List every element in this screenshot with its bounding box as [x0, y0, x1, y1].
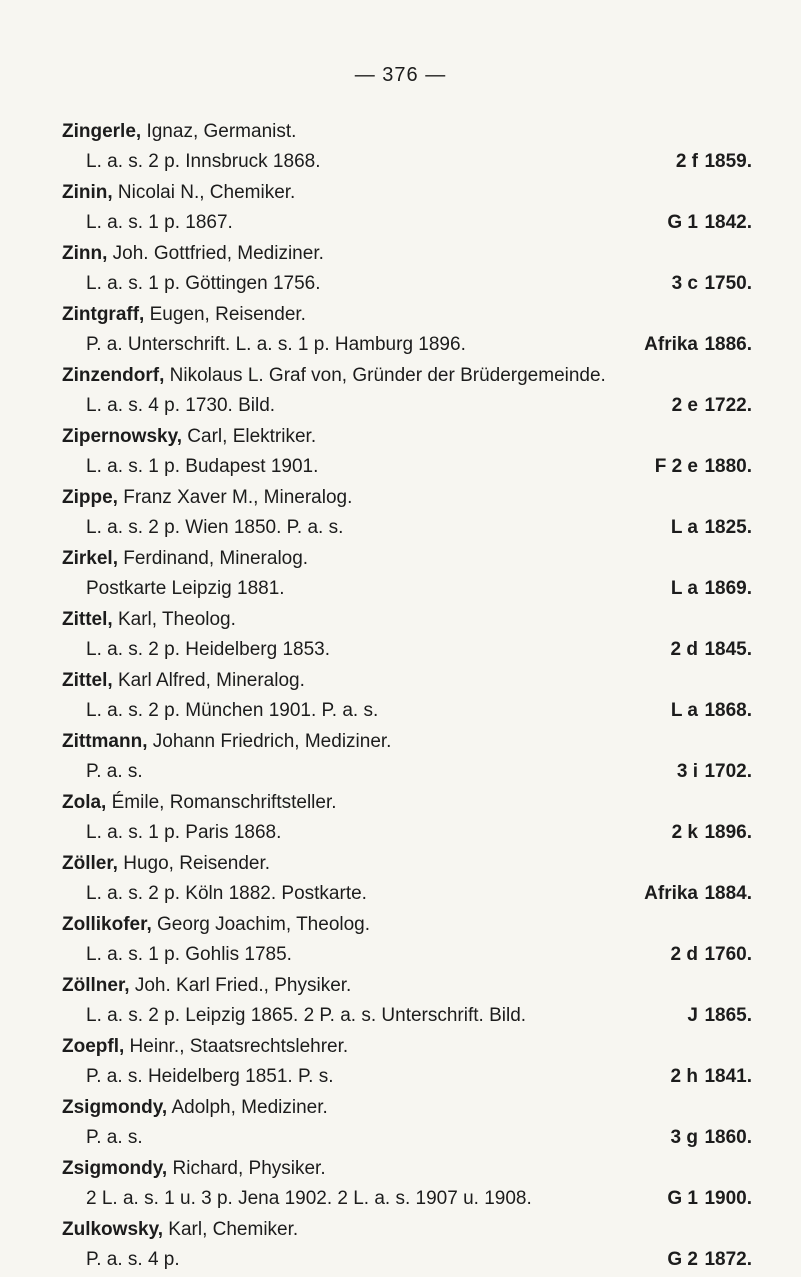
entry-detail: L. a. s. 2 p. Innsbruck 1868.	[86, 151, 321, 172]
entry-description: Karl, Chemiker.	[163, 1219, 299, 1240]
entry-signature: 2 h	[670, 1066, 698, 1087]
entry-description: Joh. Gottfried, Mediziner.	[107, 243, 324, 264]
entry-signature: 2 d	[670, 944, 698, 965]
entry-detail: Postkarte Leipzig 1881.	[86, 578, 285, 599]
entry	[62, 1033, 752, 1094]
entry	[62, 728, 752, 789]
entry-detail-line	[62, 1121, 752, 1155]
entry-year: 1896.	[704, 822, 752, 843]
entry-detail: P. a. s.	[86, 1127, 143, 1148]
entry-year: 1760.	[704, 944, 752, 965]
entry-description: Ferdinand, Mineralog.	[117, 548, 309, 569]
entry-signature: L a	[670, 700, 698, 721]
entry	[62, 606, 752, 667]
entry-detail: L. a. s. 2 p. Heidelberg 1853.	[86, 639, 330, 660]
entry-year: 1825.	[704, 517, 752, 538]
entry-description: Hugo, Reisender.	[117, 853, 271, 874]
entry-description: Carl, Elektriker.	[182, 426, 317, 447]
entry-year: 1841.	[704, 1066, 752, 1087]
entry-detail: P. a. s.	[86, 761, 143, 782]
entry-detail-line	[62, 145, 752, 179]
entry-name: Zittmann,	[62, 731, 148, 752]
entry-detail-line	[62, 511, 752, 545]
entry-detail: L. a. s. 1 p. Budapest 1901.	[86, 456, 319, 477]
entry-detail: L. a. s. 4 p. 1730. Bild.	[86, 395, 276, 416]
entry-year: 1900.	[704, 1188, 752, 1209]
entry-detail-line	[62, 755, 752, 789]
entry-signature: L a	[670, 578, 698, 599]
entry-description: Émile, Romanschriftsteller.	[106, 792, 337, 813]
entry	[62, 1094, 752, 1155]
entry-description: Nicolai N., Chemiker.	[112, 182, 296, 203]
entry-detail: L. a. s. 2 p. München 1901. P. a. s.	[86, 700, 379, 721]
entry	[62, 850, 752, 911]
entry-year: 1750.	[704, 273, 752, 294]
entry-heading	[62, 1155, 752, 1182]
entry-detail-line	[62, 450, 752, 484]
entry-heading	[62, 606, 752, 633]
entry-name: Zinzendorf,	[62, 365, 165, 386]
entry-signature: G 2	[667, 1249, 698, 1270]
entry-signature: 2 k	[671, 822, 698, 843]
entry-name: Zsigmondy,	[62, 1097, 168, 1118]
entry-detail-line	[62, 633, 752, 667]
entry-year: 1702.	[704, 761, 752, 782]
entry-signature: J	[687, 1005, 698, 1026]
entry-description: Adolph, Mediziner.	[167, 1097, 328, 1118]
entry-signature: F 2 e	[654, 456, 698, 477]
entry-description: Nikolaus L. Graf von, Gründer der Brüdergemeinde.	[164, 365, 606, 386]
entry	[62, 423, 752, 484]
entry-detail-line	[62, 694, 752, 728]
entry-heading	[62, 423, 752, 450]
entry-name: Zöllner,	[62, 975, 130, 996]
entry-signature: 2 f	[675, 151, 698, 172]
entry	[62, 179, 752, 240]
entry-detail-line	[62, 389, 752, 423]
entry-detail: L. a. s. 1 p. 1867.	[86, 212, 233, 233]
entry-signature: L a	[670, 517, 698, 538]
entry-signature: G 1	[667, 1188, 698, 1209]
entry-detail: P. a. s. Heidelberg 1851. P. s.	[86, 1066, 334, 1087]
entry-detail: L. a. s. 2 p. Leipzig 1865. 2 P. a. s. Unterschrift. Bild.	[86, 1005, 527, 1026]
entry	[62, 301, 752, 362]
entry-detail-line	[62, 877, 752, 911]
entry-year: 1886.	[704, 334, 752, 355]
entry	[62, 911, 752, 972]
entry-name: Zsigmondy,	[62, 1158, 168, 1179]
entry-name: Zulkowsky,	[62, 1219, 164, 1240]
entry-year: 1868.	[704, 700, 752, 721]
entry-signature: 2 e	[671, 395, 698, 416]
entry-description: Johann Friedrich, Mediziner.	[147, 731, 392, 752]
entry-heading	[62, 179, 752, 206]
entry	[62, 1155, 752, 1216]
entry	[62, 972, 752, 1033]
entry-signature: Afrika	[644, 883, 698, 904]
entry	[62, 240, 752, 301]
entry-detail-line	[62, 938, 752, 972]
entry-year: 1872.	[704, 1249, 752, 1270]
entry-description: Karl Alfred, Mineralog.	[112, 670, 305, 691]
entry-detail: P. a. Unterschrift. L. a. s. 1 p. Hamburg 1896.	[86, 334, 466, 355]
entry-heading	[62, 728, 752, 755]
entry-detail: L. a. s. 2 p. Wien 1850. P. a. s.	[86, 517, 344, 538]
entry-signature: 2 d	[670, 639, 698, 660]
entry-name: Zoepfl,	[62, 1036, 125, 1057]
entry	[62, 118, 752, 179]
entry-list	[62, 118, 752, 1277]
entry-signature: 3 c	[671, 273, 698, 294]
entry-heading	[62, 545, 752, 572]
entry-heading	[62, 972, 752, 999]
entry-detail-line	[62, 206, 752, 240]
entry-heading	[62, 484, 752, 511]
entry-name: Zingerle,	[62, 121, 142, 142]
entry-description: Richard, Physiker.	[167, 1158, 326, 1179]
entry-year: 1860.	[704, 1127, 752, 1148]
entry-description: Joh. Karl Fried., Physiker.	[129, 975, 352, 996]
entry-detail: L. a. s. 1 p. Göttingen 1756.	[86, 273, 321, 294]
entry-detail: 2 L. a. s. 1 u. 3 p. Jena 1902. 2 L. a. s. 1907 u. 1908.	[86, 1188, 532, 1209]
entry-signature: G 1	[667, 212, 698, 233]
entry-detail-line	[62, 1243, 752, 1277]
entry-name: Zöller,	[62, 853, 118, 874]
entry-signature: 3 i	[676, 761, 698, 782]
entry-name: Zinn,	[62, 243, 108, 264]
entry-signature: Afrika	[644, 334, 698, 355]
entry-detail-line	[62, 1060, 752, 1094]
entry-heading	[62, 362, 752, 389]
entry	[62, 545, 752, 606]
entry-name: Zipernowsky,	[62, 426, 183, 447]
entry-detail: P. a. s. 4 p.	[86, 1249, 180, 1270]
entry	[62, 362, 752, 423]
entry-detail-line	[62, 1182, 752, 1216]
entry-heading	[62, 850, 752, 877]
entry-heading	[62, 301, 752, 328]
entry-description: Heinr., Staatsrechtslehrer.	[124, 1036, 349, 1057]
entry-description: Eugen, Reisender.	[144, 304, 306, 325]
entry-year: 1842.	[704, 212, 752, 233]
entry-description: Franz Xaver M., Mineralog.	[117, 487, 353, 508]
entry-detail: L. a. s. 1 p. Paris 1868.	[86, 822, 282, 843]
entry-name: Zollikofer,	[62, 914, 152, 935]
entry-name: Zippe,	[62, 487, 118, 508]
entry-year: 1859.	[704, 151, 752, 172]
entry	[62, 484, 752, 545]
entry-heading	[62, 1033, 752, 1060]
entry-description: Georg Joachim, Theolog.	[151, 914, 371, 935]
entry-year: 1845.	[704, 639, 752, 660]
entry-detail-line	[62, 816, 752, 850]
entry-detail-line	[62, 572, 752, 606]
entry-description: Ignaz, Germanist.	[141, 121, 297, 142]
entry-heading	[62, 1216, 752, 1243]
entry-name: Zintgraff,	[62, 304, 145, 325]
entry-detail: L. a. s. 2 p. Köln 1882. Postkarte.	[86, 883, 367, 904]
entry-description: Karl, Theolog.	[112, 609, 236, 630]
entry	[62, 789, 752, 850]
page-number: — 376 —	[354, 64, 447, 86]
entry	[62, 1216, 752, 1277]
entry-name: Zola,	[62, 792, 107, 813]
entry-detail-line	[62, 999, 752, 1033]
entry-heading	[62, 789, 752, 816]
entry-year: 1865.	[704, 1005, 752, 1026]
entry-detail: L. a. s. 1 p. Gohlis 1785.	[86, 944, 292, 965]
entry-heading	[62, 118, 752, 145]
entry-year: 1722.	[704, 395, 752, 416]
entry-year: 1884.	[704, 883, 752, 904]
entry-name: Zinin,	[62, 182, 113, 203]
entry-name: Zittel,	[62, 670, 113, 691]
entry-signature: 3 g	[670, 1127, 698, 1148]
entry-heading	[62, 667, 752, 694]
entry-heading	[62, 911, 752, 938]
entry	[62, 667, 752, 728]
entry-detail-line	[62, 328, 752, 362]
entry-name: Zittel,	[62, 609, 113, 630]
entry-heading	[62, 240, 752, 267]
entry-name: Zirkel,	[62, 548, 118, 569]
entry-detail-line	[62, 267, 752, 301]
entry-year: 1880.	[704, 456, 752, 477]
entry-heading	[62, 1094, 752, 1121]
entry-year: 1869.	[704, 578, 752, 599]
